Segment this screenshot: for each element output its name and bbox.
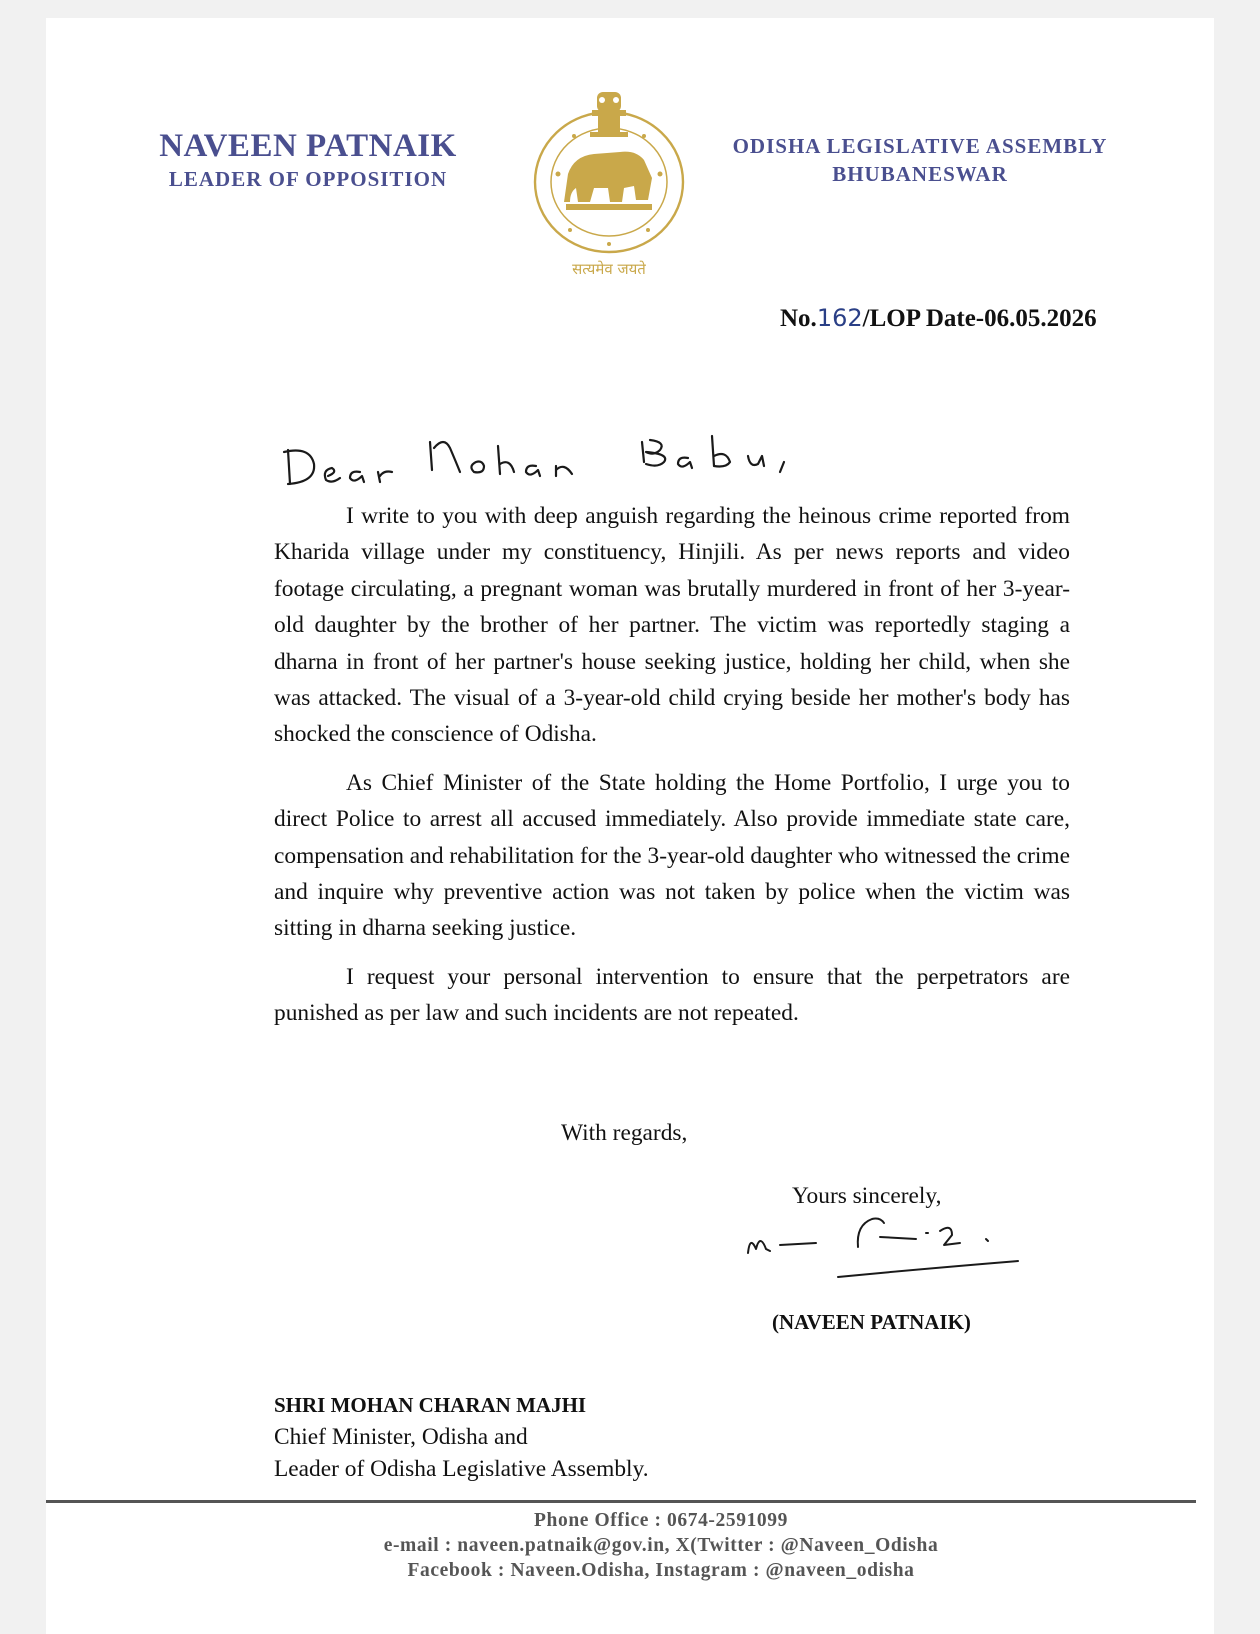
sender-name: NAVEEN PATNAIK — [159, 128, 457, 164]
letterhead-left — [118, 128, 498, 192]
closing-regards: With regards, — [561, 1120, 688, 1146]
addressee-title-line-1: Chief Minister, Odisha and — [274, 1424, 528, 1450]
reference-handwritten-number: 162 — [816, 304, 863, 332]
reference-suffix: /LOP Date-06.05.2026 — [862, 305, 1097, 332]
letter-footer — [46, 1508, 1260, 1583]
footer-email: e-mail : naveen.patnaik@gov.in, X(Twitter : @Naveen_Odisha — [383, 1535, 939, 1556]
footer-phone: Phone Office : 0674-2591099 — [534, 1510, 788, 1531]
addressee-block — [274, 1389, 649, 1485]
addressee-title-line-2: Leader of Odisha Legislative Assembly. — [274, 1456, 649, 1482]
sender-role: LEADER OF OPPOSITION — [168, 167, 448, 191]
handwritten-signature — [740, 1205, 1040, 1285]
handwritten-salutation — [280, 428, 840, 498]
signatory-name: (NAVEEN PATNAIK) — [772, 1310, 971, 1334]
footer-social: Facebook : Naveen.Odisha, Instagram : @naveen_odisha — [407, 1560, 915, 1581]
closing-sincerely: Yours sincerely, — [792, 1183, 942, 1209]
reference-number — [780, 304, 1097, 333]
letter-body — [274, 498, 1070, 1044]
state-emblem-icon — [524, 82, 694, 292]
body-paragraph-2: As Chief Minister of the State holding the Home Portfolio, I urge you to direct Police to arrest all accused immediately. Also provide immediate state care, compensation and rehabilitation for the 3-year-old daughter who witnessed the crime and inquire why preventive action was not taken by police when the victim was sitting in dharna seeking justice. — [274, 769, 1070, 942]
body-paragraph-3: I request your personal intervention to ensure that the perpetrators are punished as per law and such incidents are not repeated. — [274, 963, 1070, 1027]
emblem-motto: सत्यमेव जयते — [572, 260, 646, 278]
letterhead-right — [700, 132, 1140, 188]
reference-prefix: No. — [780, 305, 817, 332]
assembly-name: ODISHA LEGISLATIVE ASSEMBLY — [732, 134, 1108, 158]
body-paragraph-1: I write to you with deep anguish regarding the heinous crime reported from Kharida village under my constituency, Hinjili. As per news reports and video footage circulating, a pregnant woman was brutally murdered in front of her 3-year-old daughter by the brother of her partner. The victim was reportedly staging a dharna in front of her partner's house seeking justice, holding her child, when she was attacked. The visual of a 3-year-old child crying beside her mother's body has shocked the conscience of Odisha. — [274, 503, 1070, 748]
addressee-name: SHRI MOHAN CHARAN MAJHI — [274, 1393, 587, 1417]
footer-divider — [46, 1500, 1196, 1503]
assembly-city: BHUBANESWAR — [832, 162, 1008, 186]
